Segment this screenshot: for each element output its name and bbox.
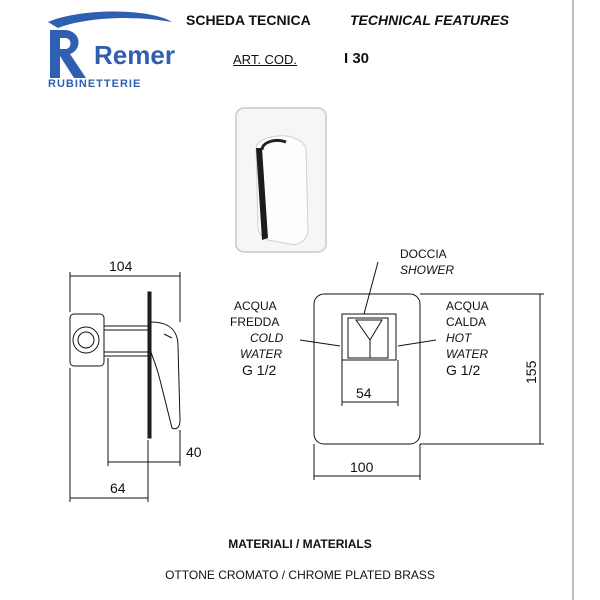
- dim-54-label: 54: [356, 385, 372, 401]
- side-view: [70, 272, 180, 502]
- cold-label-1: ACQUA: [234, 299, 277, 313]
- header-title-en: TECHNICAL FEATURES: [350, 12, 509, 28]
- dim-40-label: 40: [186, 444, 202, 460]
- hot-label-5: G 1/2: [446, 362, 481, 378]
- product-photo: [236, 108, 326, 252]
- brand-subtitle: RUBINETTERIE: [48, 78, 142, 90]
- dim-104-label: 104: [109, 258, 133, 274]
- brand-name: Remer: [94, 40, 175, 70]
- shower-label: SHOWER: [400, 263, 454, 277]
- hot-label-3: HOT: [446, 331, 472, 345]
- cold-label-5: G 1/2: [242, 362, 277, 378]
- materials-title: MATERIALI / MATERIALS: [228, 537, 372, 551]
- art-code-label: ART. COD.: [233, 52, 298, 67]
- dim-64-label: 64: [110, 480, 126, 496]
- doccia-label: DOCCIA: [400, 247, 447, 261]
- cold-label-4: WATER: [240, 347, 283, 361]
- front-view: [300, 262, 544, 480]
- hot-label-2: CALDA: [446, 315, 487, 329]
- dim-155-label: 155: [523, 360, 539, 384]
- dim-100-label: 100: [350, 459, 374, 475]
- art-code-value: I 30: [344, 50, 370, 67]
- materials-body: OTTONE CROMATO / CHROME PLATED BRASS: [165, 568, 435, 582]
- cold-label-2: FREDDA: [230, 315, 280, 329]
- cold-label-3: COLD: [250, 331, 284, 345]
- hot-label-1: ACQUA: [446, 299, 489, 313]
- hot-label-4: WATER: [446, 347, 489, 361]
- header-title-it: SCHEDA TECNICA: [186, 12, 311, 28]
